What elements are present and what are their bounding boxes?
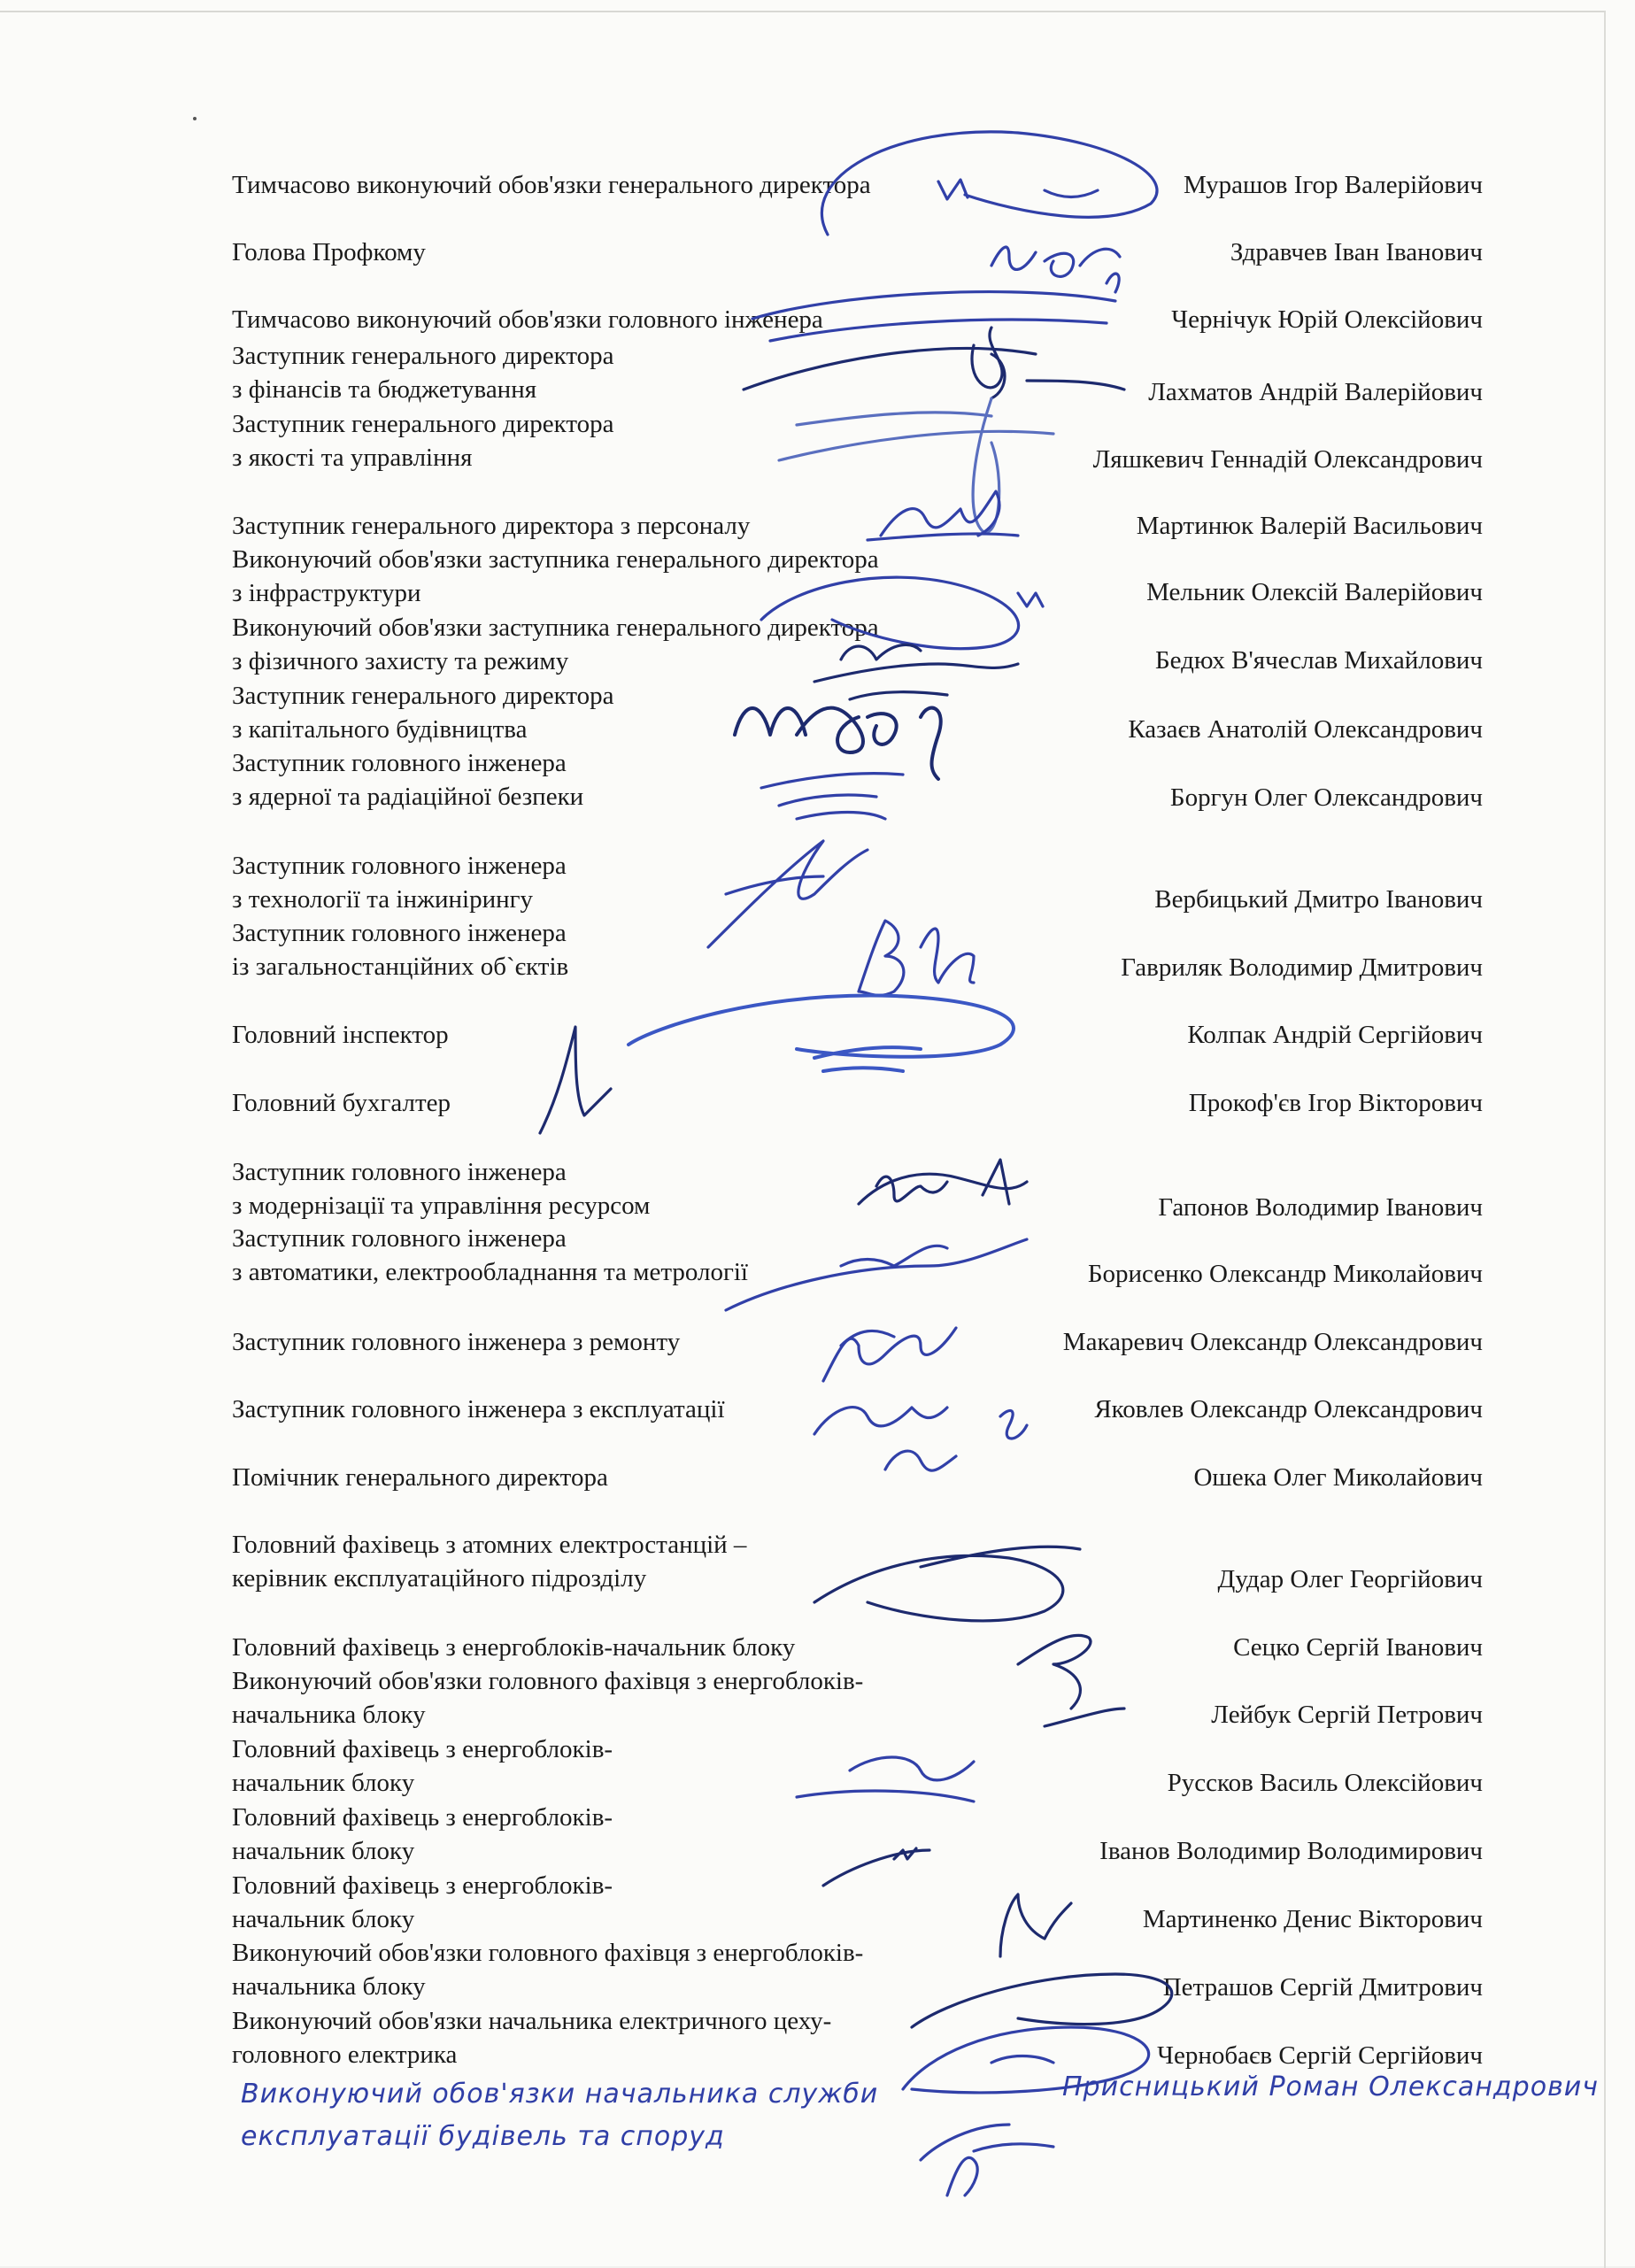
position-title: з фінансів та бюджетування xyxy=(232,375,537,404)
position-title: Головний бухгалтер xyxy=(232,1089,451,1117)
signatory-name: Петрашов Сергій Дмитрович xyxy=(1162,1973,1483,2002)
signatory-name: Ляшкевич Геннадій Олександрович xyxy=(1092,445,1483,474)
position-title: Виконуючий обов'язки головного фахівця з енергоблоків- xyxy=(232,1939,864,1967)
position-title: Головний інспектор xyxy=(232,1021,449,1049)
position-title: з ядерної та радіаційної безпеки xyxy=(232,783,584,811)
signatory-name: Прокоф'єв Ігор Вікторович xyxy=(1188,1089,1483,1117)
position-title: Заступник генерального директора з персоналу xyxy=(232,512,751,540)
position-title: з технології та інжинірингу xyxy=(232,885,534,914)
signatory-name: Лейбук Сергій Петрович xyxy=(1211,1701,1483,1729)
position-title: начальника блоку xyxy=(232,1701,426,1729)
signatory-name: Гавриляк Володимир Дмитрович xyxy=(1121,953,1483,982)
handwritten-name: Присницький Роман Олександрович xyxy=(1062,2071,1599,2102)
position-title: Заступник головного інженера xyxy=(232,1158,567,1186)
position-title: Заступник головного інженера xyxy=(232,1224,567,1253)
position-title: Тимчасово виконуючий обов'язки головного інженера xyxy=(232,305,823,334)
position-title: Головний фахівець з атомних електростанцій – xyxy=(232,1531,747,1559)
signatory-name: Мартинюк Валерій Васильович xyxy=(1136,512,1483,540)
position-title: Заступник головного інженера xyxy=(232,919,567,947)
position-title: з автоматики, електрообладнання та метрології xyxy=(232,1258,748,1286)
signatory-name: Лахматов Андрій Валерійович xyxy=(1148,378,1483,406)
position-title: начальник блоку xyxy=(232,1905,415,1933)
signatory-name: Сецко Сергій Іванович xyxy=(1233,1633,1483,1662)
position-title: Заступник генерального директора xyxy=(232,410,614,438)
position-title: Заступник головного інженера з експлуатації xyxy=(232,1395,725,1423)
signatory-name: Мельник Олексій Валерійович xyxy=(1146,578,1483,606)
signatory-name: Гапонов Володимир Іванович xyxy=(1158,1193,1483,1222)
signatory-name: Казаєв Анатолій Олександрович xyxy=(1128,715,1483,744)
position-title: Голова Профкому xyxy=(232,238,426,266)
position-title: з інфраструктури xyxy=(232,579,421,607)
position-title: Виконуючий обов'язки начальника електричного цеху- xyxy=(232,2007,832,2035)
signatory-name: Мартиненко Денис Вікторович xyxy=(1142,1905,1483,1933)
position-title: Тимчасово виконуючий обов'язки генерального директора xyxy=(232,171,871,199)
signatory-name: Дудар Олег Георгійович xyxy=(1217,1565,1483,1593)
position-title: Головний фахівець з енергоблоків- xyxy=(232,1871,613,1900)
signatory-name: Руссков Василь Олексійович xyxy=(1167,1769,1483,1797)
signatory-name: Боргун Олег Олександрович xyxy=(1169,783,1483,812)
position-title: Заступник генерального директора xyxy=(232,342,614,370)
position-title: з капітального будівництва xyxy=(232,715,528,744)
position-title: Помічник генерального директора xyxy=(232,1463,608,1492)
position-title: із загальностанційних об`єктів xyxy=(232,953,569,981)
position-title: Головний фахівець з енергоблоків-начальник блоку xyxy=(232,1633,796,1662)
position-title: з фізичного захисту та режиму xyxy=(232,647,569,675)
signatory-name: Чернобаєв Сергій Сергійович xyxy=(1157,2041,1483,2070)
signatory-name: Здравчев Іван Іванович xyxy=(1230,238,1483,266)
signatory-name: Ошека Олег Миколайович xyxy=(1193,1463,1483,1492)
signatory-name: Борисенко Олександр Миколайович xyxy=(1087,1260,1483,1288)
position-title: Виконуючий обов'язки заступника генерального директора xyxy=(232,545,879,574)
signatory-name: Чернічук Юрій Олексійович xyxy=(1171,305,1483,334)
position-title: Заступник генерального директора xyxy=(232,682,614,710)
position-title: начальник блоку xyxy=(232,1769,415,1797)
position-title: Головний фахівець з енергоблоків- xyxy=(232,1735,613,1763)
position-title: Заступник головного інженера xyxy=(232,749,567,777)
handwritten-title-line-1: Виконуючий обов'язки начальника служби xyxy=(241,2079,879,2110)
signatory-name: Вербицький Дмитро Іванович xyxy=(1154,885,1483,914)
position-title: головного електрика xyxy=(232,2040,458,2069)
signatory-name: Макаревич Олександр Олександрович xyxy=(1062,1328,1483,1356)
position-title: Виконуючий обов'язки головного фахівця з енергоблоків- xyxy=(232,1667,864,1695)
signatory-name: Колпак Андрій Сергійович xyxy=(1187,1021,1483,1049)
signatory-name: Іванов Володимир Володимирович xyxy=(1099,1837,1483,1865)
signatory-name: Мурашов Ігор Валерійович xyxy=(1184,171,1483,199)
position-title: начальник блоку xyxy=(232,1837,415,1865)
position-title: з якості та управління xyxy=(232,444,473,472)
position-title: Заступник головного інженера з ремонту xyxy=(232,1328,681,1356)
position-title: начальника блоку xyxy=(232,1972,426,2001)
position-title: Головний фахівець з енергоблоків- xyxy=(232,1803,613,1832)
position-title: з модернізації та управління ресурсом xyxy=(232,1192,651,1220)
handwritten-title-line-2: експлуатації будівель та споруд xyxy=(241,2121,725,2152)
position-title: Виконуючий обов'язки заступника генерального директора xyxy=(232,613,879,642)
signatory-name: Бедюх В'ячеслав Михайлович xyxy=(1154,646,1483,675)
position-title: керівник експлуатаційного підрозділу xyxy=(232,1564,647,1593)
position-title: Заступник головного інженера xyxy=(232,852,567,880)
signatory-name: Яковлев Олександр Олександрович xyxy=(1094,1395,1483,1423)
